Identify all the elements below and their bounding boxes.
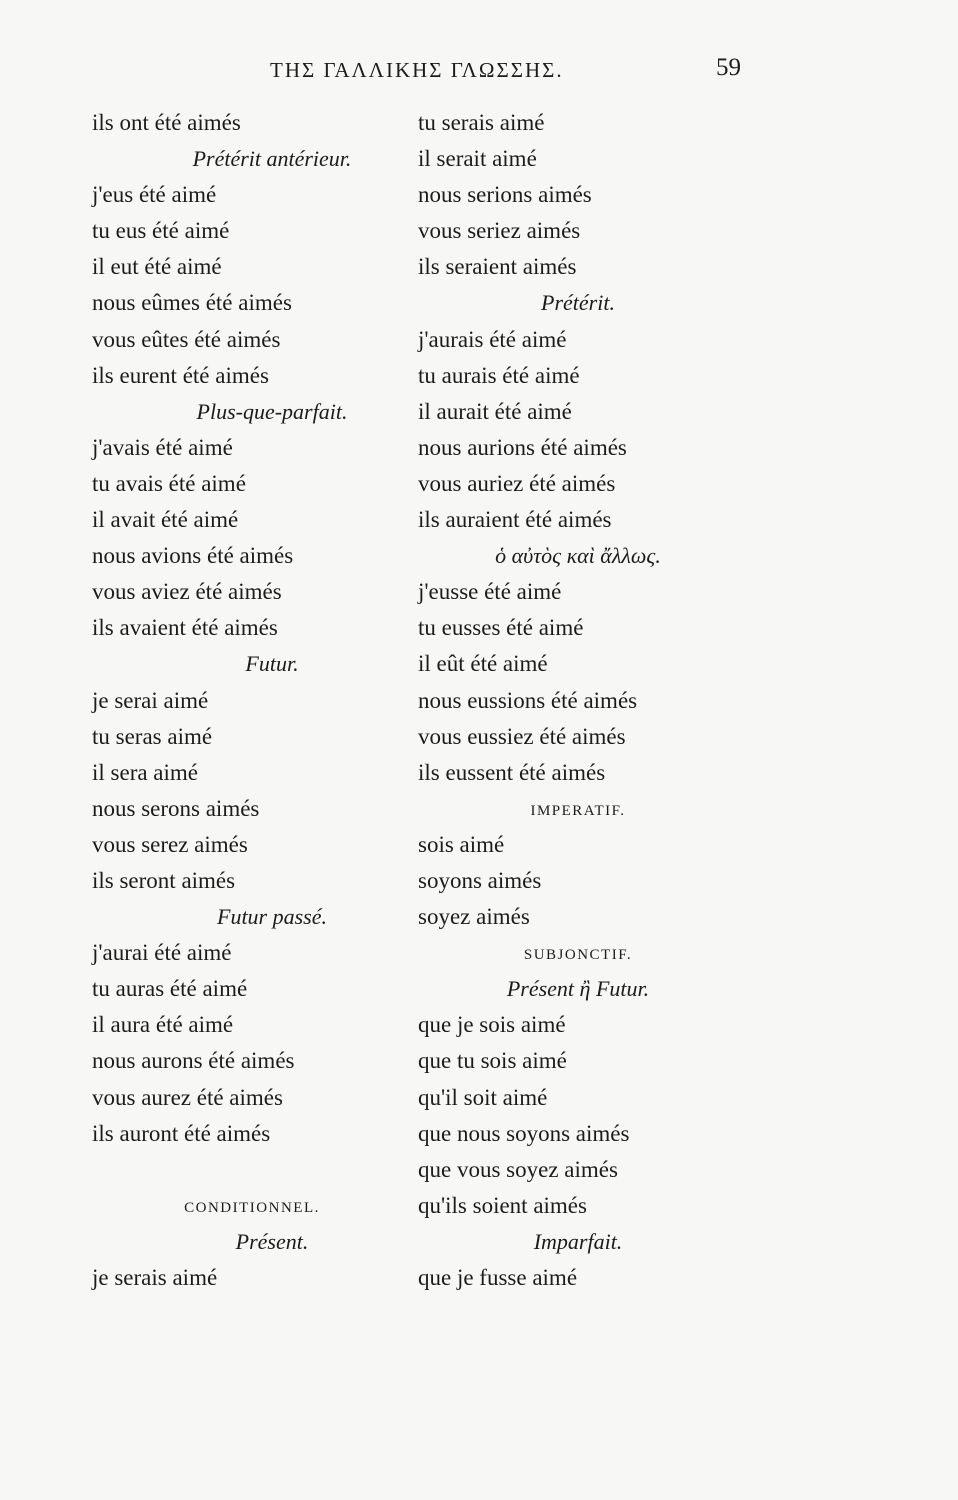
conjugation-line: qu'ils soient aimés <box>418 1192 587 1218</box>
page-number: 59 <box>716 54 741 81</box>
tense-heading: Imparfait. <box>533 1228 623 1254</box>
conjugation-line: ils seraient aimés <box>418 254 577 280</box>
conjugation-line: vous eûtes été aimés <box>92 326 281 352</box>
conjugation-line: j'eus été aimé <box>92 182 217 208</box>
conjugation-line: tu avais été aimé <box>92 470 246 496</box>
conjugation-line: nous serions aimés <box>418 182 592 208</box>
tense-heading: Prétérit antérieur. <box>192 146 352 172</box>
conjugation-line: tu eus été aimé <box>92 218 230 244</box>
conjugation-line: il eut été aimé <box>92 254 222 280</box>
tense-heading: Plus-que-parfait. <box>196 398 348 424</box>
conjugation-line: que nous soyons aimés <box>418 1120 630 1146</box>
conjugation-line: nous serons aimés <box>92 795 260 821</box>
conjugation-line: ils avaient été aimés <box>92 615 278 641</box>
running-head <box>0 54 958 88</box>
conjugation-line: tu seras aimé <box>92 723 213 749</box>
conjugation-line: il sera aimé <box>92 759 199 785</box>
conjugation-line: nous eussions été aimés <box>418 687 638 713</box>
conjugation-line: il aura été aimé <box>92 1012 234 1038</box>
tense-heading: Prétérit. <box>541 290 615 316</box>
conjugation-line: tu eusses été aimé <box>418 615 584 641</box>
greek-note: ὁ αὐτὸς καὶ ἄλλως. <box>495 543 661 569</box>
mood-heading: SUBJONCTIF. <box>523 947 633 964</box>
mood-heading: CONDITIONNEL. <box>184 1199 320 1216</box>
conjugation-line: il eût été aimé <box>418 651 548 677</box>
conjugation-line: je serais aimé <box>92 1265 218 1290</box>
conjugation-line: nous avions été aimés <box>92 543 294 569</box>
conjugation-line: ils eussent été aimés <box>418 759 606 785</box>
conjugation-line: soyez aimés <box>418 904 530 930</box>
tense-heading: Futur passé. <box>217 904 327 930</box>
conjugation-line: j'aurai été aimé <box>92 940 232 966</box>
conjugation-line: nous aurions été aimés <box>418 434 627 460</box>
conjugation-line: il serait aimé <box>418 146 537 172</box>
conjugation-line: vous eussiez été aimés <box>418 723 626 749</box>
tense-heading: Présent ἢ Futur. <box>506 976 650 1002</box>
conjugation-line: ils ont été aimés <box>92 110 241 135</box>
conjugation-line: tu serais aimé <box>418 110 545 135</box>
conjugation-line: il aurait été aimé <box>418 398 572 424</box>
tense-heading: Futur. <box>245 651 299 677</box>
conjugation-line: soyons aimés <box>418 867 542 893</box>
conjugation-line: vous aurez été aimés <box>92 1084 283 1110</box>
conjugation-line: je serai aimé <box>92 687 209 713</box>
conjugation-line: j'eusse été aimé <box>418 579 562 605</box>
conjugation-line: j'avais été aimé <box>92 434 233 460</box>
conjugation-line: vous aviez été aimés <box>92 579 282 605</box>
conjugation-line: tu aurais été aimé <box>418 362 580 388</box>
conjugation-line: nous eûmes été aimés <box>92 290 292 316</box>
conjugation-line: que tu sois aimé <box>418 1048 567 1074</box>
conjugation-line: ils auraient été aimés <box>418 507 612 533</box>
blank-line <box>92 1152 412 1188</box>
mood-heading: IMPERATIF. <box>530 802 626 819</box>
conjugation-line: ils seront aimés <box>92 867 236 893</box>
conjugation-line: il avait été aimé <box>92 507 239 533</box>
conjugation-line: que je sois aimé <box>418 1012 566 1038</box>
conjugation-line: j'aurais été aimé <box>418 326 567 352</box>
conjugation-line: sois aimé <box>418 831 505 857</box>
conjugation-line: nous aurons été aimés <box>92 1048 295 1074</box>
left-column <box>92 105 412 1296</box>
conjugation-line: que je fusse aimé <box>418 1265 578 1290</box>
conjugation-line: ils auront été aimés <box>92 1120 271 1146</box>
conjugation-line: vous seriez aimés <box>418 218 581 244</box>
conjugation-line: tu auras été aimé <box>92 976 248 1002</box>
running-title: ΤΗΣ ΓΑΛΛΙΚΗΣ ΓΛΩΣΣΗΣ. <box>270 58 564 82</box>
tense-heading: Présent. <box>235 1228 309 1254</box>
conjugation-line: qu'il soit aimé <box>418 1084 548 1110</box>
conjugation-line: vous auriez été aimés <box>418 470 616 496</box>
conjugation-line: ils eurent été aimés <box>92 362 269 388</box>
conjugation-line: vous serez aimés <box>92 831 248 857</box>
right-column <box>418 105 738 1296</box>
conjugation-line: que vous soyez aimés <box>418 1156 618 1182</box>
